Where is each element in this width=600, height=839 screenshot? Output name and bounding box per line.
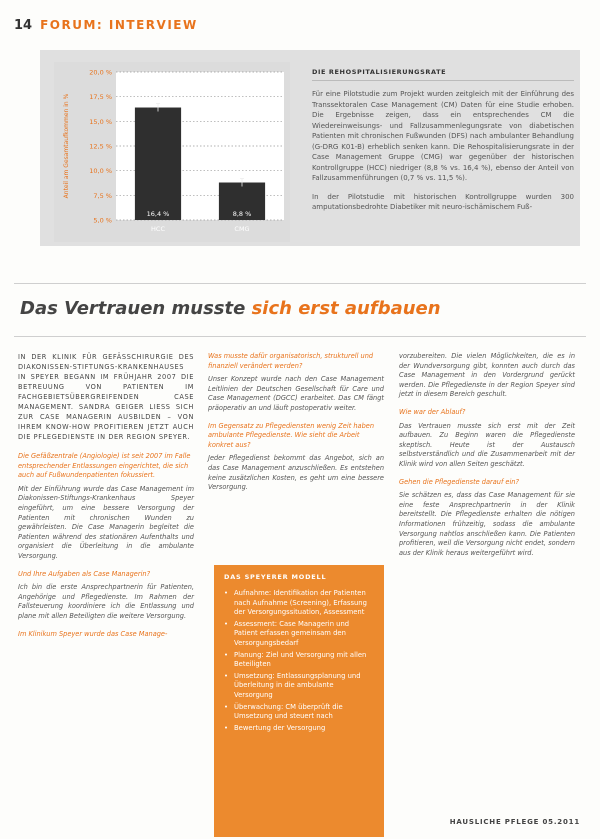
page-header [14,18,198,33]
model-list [224,589,374,733]
question: Und Ihre Aufgaben als Case Managerin? [18,569,151,578]
y-tick-label: 17,5 % [89,93,112,102]
y-tick-label: 15,0 % [89,117,112,126]
column-1 [18,352,194,643]
model-list-item: • Überwachung: CM überprüft die Umsetzung und steuert nach [224,703,374,722]
rehospitalization-chart [54,62,290,242]
speyer-model-box [214,565,384,837]
answer: Jeder Pflegedienst bekommt das Angebot, sich an das Case Management anzuschließen. Es entstehen keine zusätzlichen Kosten, es geht um eine bessere Versorgung. [208,454,384,492]
question: Wie war der Ablauf? [399,407,466,416]
y-axis-label: Anteil am Gesamtaufkommen in % [63,93,70,199]
model-list-item: • Assessment: Case Managerin und Patient erfassen gemeinsam den Versorgungsbedarf [224,620,374,649]
column-2 [208,352,384,501]
bar-value-label: 8,8 % [232,210,252,218]
rate-box-paragraph: Für eine Pilotstudie zum Projekt wurden zeitgleich mit der Einführung des Transsektoralen Case Management (CM) Daten für eine Studie erhoben. Die Ergebnisse zeigen, dass ein entsprechendes CM die Wiedereinweisungs- und Fallzusammenlegungsrate von diabetischen Patienten mit chronischen Fußwunden (DFS) nach ambulanter Behandlung (G-DRG K01-B) erheblich senken kann. Die Rehospitalisierungsrate in der Case Management Gruppe (CMG) war gegenüber der historischen Kontrollgruppe (HCC) niedriger (8,8 % vs. 16,4 %), ebenso der Anteil von Fallzusammenführungen (0,7 % vs. 11,5 %). [312,90,574,182]
intro-text: IN DER KLINIK FÜR GEFÄSSCHIRURGIE DES DIAKONISSEN-STIFTUNGS-KRANKENHAUSES IN SPEYER BEGANN IM FRÜHJAHR 2007 DIE BETREUUNG VON PATIENTEN IM FACHGEBIETSÜBERGREIFENDEN CASE MANAGEMENT. SANDRA GEIGER LIESS SICH ZUR CASE MANAGERIN AUSBILDEN – VON IHREM KNOW-HOW PROFITIEREN JETZT AUCH DIE PFLEGEDIENSTE IN DER REGION SPEYER. [18,353,194,441]
answer: Unser Konzept wurde nach den Case Management Leitlinien der Deutschen Gesellschaft für Care und Case Management (DGCC) erarbeitet. Das CM fängt präoperativ an und läuft postoperativ weiter. [208,375,384,412]
model-list-item: • Planung: Ziel und Versorgung mit allen Beteiligten [224,651,374,670]
y-tick-label: 5,0 % [93,216,112,225]
rate-info-box [312,68,574,244]
model-list-item: • Aufnahme: Identifikation der Patienten nach Aufnahme (Screening), Erfassung der Versorgungssituation, Assessment [224,589,374,618]
page-number: 14 [14,18,33,33]
y-tick-label: 10,0 % [89,167,112,176]
answer: vorzubereiten. Die vielen Möglichkeiten, die es in der Wundversorgung gibt, konnten auch durch das Case Management in den Vordergrund gerückt werden. Die Pflegedienste in der Region Speyer sind jetzt in diesem Bereich geschult. [399,352,575,399]
x-category-label: CMG [234,225,250,233]
answer: Das Vertrauen musste sich erst mit der Zeit aufbauen. Zu Beginn waren die Pflegedienste skeptisch. Heute ist der Austausch selbstverständlich und die Zusammenarbeit mit der Klinik wird von allen Seiten geschätzt. [399,421,575,468]
model-list-item: • Umsetzung: Entlassungsplanung und Überleitung in die ambulante Versorgung [224,672,374,701]
x-category-label: HCC [151,225,165,233]
section-title: FORUM: INTERVIEW [40,18,198,32]
page-footer: HAUSLICHE PFLEGE 05.2011 [449,818,580,826]
question: Im Klinikum Speyer wurde das Case Manage- [18,629,168,638]
bar-value-label: 16,4 % [146,210,170,218]
question: Was musste dafür organisatorisch, strukturell und finanziell verändert werden? [208,352,374,370]
headline-plain: Das Vertrauen musste [20,298,252,319]
article-headline [20,298,441,319]
answer: Mit der Einführung wurde das Case Management im Diakonissen-Stiftungs-Krankenhaus Speyer eingeführt, um eine bessere Versorgung der Patienten mit chronischen Wunden zu gewährleisten. Die Case Managerin begleitet die Patienten während des stationären Aufenthalts und organisiert die Überleitung in die ambulante Versorgung. [18,484,194,560]
divider [14,336,586,337]
model-box-heading: DAS SPEYERER MODELL [224,573,327,581]
rate-box-paragraph: In der Pilotstudie mit historischen Kontrollgruppe wurden 300 amputationsbedrohte Diabetiker mit neuro-ischämischem Fuß- [312,192,574,211]
y-tick-label: 20,0 % [89,68,112,77]
column-3 [399,352,575,566]
y-tick-label: 12,5 % [89,142,112,151]
y-tick-label: 7,5 % [93,191,112,200]
question: Gehen die Pflegedienste darauf ein? [399,477,519,486]
answer: Ich bin die erste Ansprechpartnerin für Patienten, Angehörige und Pflegedienste. Im Rahmen der Fallsteuerung koordiniere ich die Entlassung und plane mit allen Beteiligten die weitere Versorgung. [18,583,194,620]
model-list-item: • Bewertung der Versorgung [224,724,374,734]
headline-accent: sich erst aufbauen [251,298,441,319]
divider [14,283,586,284]
rate-box-heading: DIE REHOSPITALISIERUNGSRATE [312,68,574,81]
question: Im Gegensatz zu Pflegediensten wenig Zeit haben ambulante Pflegedienste. Wie sieht die Arbeit konkret aus? [208,421,375,449]
question: Die Gefäßzentrale (Angiologie) ist seit 2007 im Falle entsprechender Entlassungen eingerichtet, die sich auch auf Fußwundenpatienten fokussiert. [18,452,191,480]
answer: Sie schätzen es, dass das Case Management für sie eine feste Ansprechpartnerin in der Klinik bereitstellt. Die Pflegedienste erhalten die nötigen Informationen frühzeitig, sodass die ambulante Versorgung nahtlos anschließen kann. Die Patienten profitieren, weil die Versorgung nicht endet, sondern aus der Klinik heraus weitergeführt wird. [399,491,575,557]
bar [135,108,181,220]
